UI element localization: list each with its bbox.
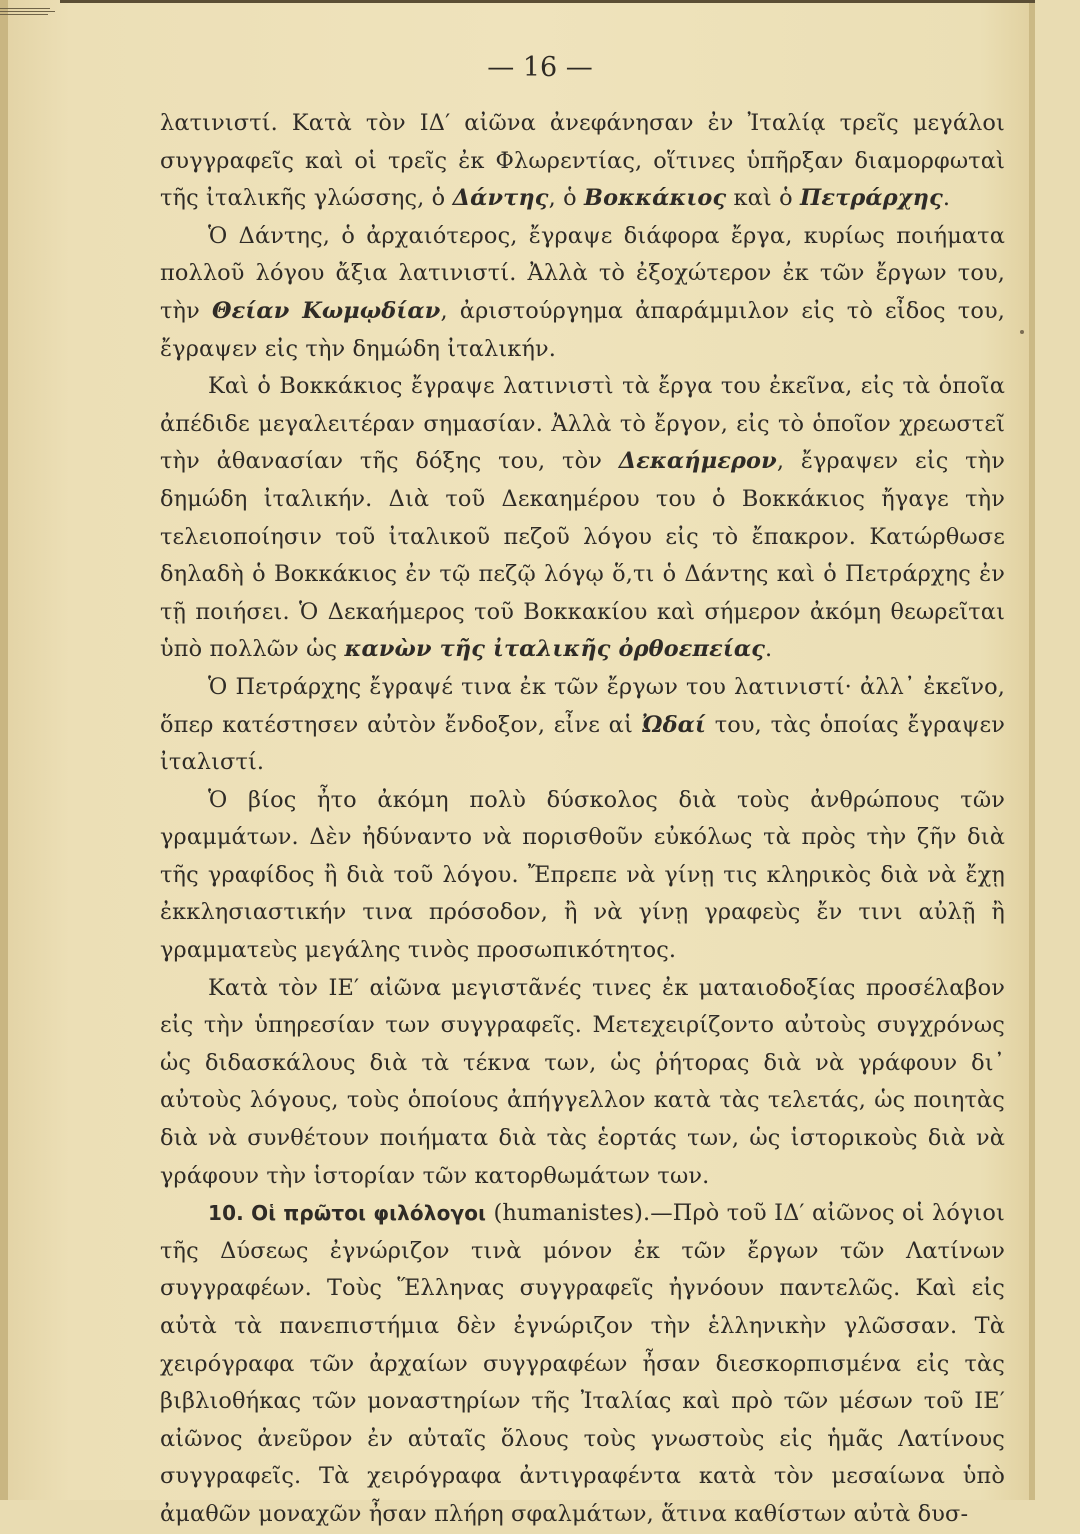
page-left-edge bbox=[0, 0, 8, 1500]
paragraph-6 bbox=[160, 970, 1005, 1196]
emphasized-term: Δάντης bbox=[452, 185, 549, 212]
paragraph-3 bbox=[160, 368, 1005, 669]
body-text bbox=[160, 105, 1005, 1534]
emphasized-term: Θείαν Κωμῳδίαν bbox=[211, 297, 441, 324]
text-run: του, τὰς ὁποίας ἔγραψεν ἰταλιστί. bbox=[160, 711, 1006, 776]
paragraph-2 bbox=[160, 218, 1005, 368]
page-number: — 16 — bbox=[487, 52, 593, 83]
emphasized-term: Πετράρχης bbox=[800, 185, 943, 212]
text-run: Καὶ ὁ Βοκκάκιος ἔγραψε λατινιστὶ τὰ ἔργα του ἐκεῖνα, εἰς τὰ ὁποῖα ἀπέδιδε μεγαλειτέραν σημασίαν. Ἀλλὰ τὸ ἔργον, εἰς τὸ ὁποῖον χρεωστεῖ τὴν ἀθανασίαν τῆς δόξης του, τὸν bbox=[160, 373, 1005, 475]
text-run: , ἀριστούργημα ἀπαράμμιλον εἰς τὸ εἶδος του, ἔγραψεν εἰς τὴν δημώδη ἰταλικήν. bbox=[160, 297, 1005, 362]
text-run: , ἔγραψεν εἰς τὴν δημώδη ἰταλικήν. Διὰ τοῦ Δεκαημέρου του ὁ Βοκκάκιος ἤγαγε τὴν τελειοποίησιν τοῦ ἰταλικοῦ πεζοῦ λόγου εἰς τὸ ἔπακρον. Κατώρθωσε δηλαδὴ ὁ Βοκκάκιος ἐν τῷ πεζῷ λόγῳ ὅ,τι ὁ Δάντης καὶ ὁ Πετράρχης ἐν τῇ ποιήσει. Ὁ Δεκαήμερος τοῦ Βοκκακίου καὶ σήμερον ἀκόμη θεωρεῖται ὑπὸ πολλῶν ὡς bbox=[160, 448, 1005, 663]
emphasized-term: Δεκαήμερον bbox=[618, 448, 777, 475]
text-run: Ὁ Πετράρχης ἔγραψέ τινα ἐκ τῶν ἔργων του λατινιστί· ἀλλ᾽ ἐκεῖνο, ὅπερ κατέστησεν αὐτὸν ἔνδοξον, εἶνε αἱ bbox=[160, 673, 1005, 738]
page-right-edge bbox=[1029, 0, 1035, 1500]
text-run: Κατὰ τὸν ΙΕ′ αἰῶνα μεγιστᾶνές τινες ἐκ ματαιοδοξίας προσέλαβον εἰς τὴν ὑπηρεσίαν των συγγραφεῖς. Μετεχειρίζοντο αὐτοὺς συγχρόνως ὡς διδασκάλους διὰ τὰ τέκνα των, ὡς ῥήτορας διὰ νὰ γράφουν δι᾽ αὐτοὺς λόγους, τοὺς ὁποίους ἀπήγγελλον κατὰ τὰς τελετάς, ὡς ποιητὰς διὰ νὰ συνθέτουν ποιήματα διὰ τὰς ἑορτάς των, ὡς ἱστορικοὺς διὰ νὰ γράφουν τὴν ἱστορίαν τῶν κατορθωμάτων των. bbox=[160, 974, 1005, 1189]
text-run: , ὁ bbox=[548, 185, 585, 212]
ink-speck bbox=[1020, 330, 1024, 334]
emphasized-term: κανὼν τῆς ἰταλικῆς ὀρθοεπείας bbox=[344, 636, 765, 663]
emphasized-term: Βοκκάκιος bbox=[584, 185, 727, 212]
binding-lines bbox=[0, 0, 60, 30]
paragraph-7-section-10 bbox=[160, 1195, 1005, 1533]
emphasized-term: Ὠδαί bbox=[641, 711, 707, 738]
text-run: Ὁ βίος ἦτο ἀκόμη πολὺ δύσκολος διὰ τοὺς ἀνθρώπους τῶν γραμμάτων. Δὲν ἠδύναντο νὰ πορισθοῦν εὐκόλως τὰ πρὸς τὴν ζῆν διὰ τῆς γραφίδος ἢ διὰ τοῦ λόγου. Ἔπρεπε νὰ γίνῃ τις κληρικὸς διὰ νὰ ἔχῃ ἐκκλησιαστικήν τινα πρόσοδον, ἢ νὰ γίνῃ γραφεὺς ἔν τινι αὐλῇ ἢ γραμματεὺς μεγάλης τινὸς προσωπικότητος. bbox=[160, 786, 1005, 964]
paragraph-1 bbox=[160, 105, 1005, 218]
text-run: καὶ ὁ bbox=[726, 185, 801, 212]
paragraph-5 bbox=[160, 782, 1005, 970]
paragraph-4 bbox=[160, 669, 1005, 782]
section-heading: 10. Οἱ πρῶτοι φιλόλογοι bbox=[208, 1201, 487, 1226]
text-run: . bbox=[942, 185, 951, 212]
text-run: Ὁ Δάντης, ὁ ἀρχαιότερος, ἔγραψε διάφορα ἔργα, κυρίως ποιήματα πολλοῦ λόγου ἄξια λατινιστί. Ἀλλὰ τὸ ἐξοχώτερον ἐκ τῶν ἔργων του, τὴν bbox=[160, 222, 1005, 324]
page-top-edge bbox=[60, 0, 1035, 3]
text-run: (humanistes).—Πρὸ τοῦ ΙΔ′ αἰῶνος οἱ λόγιοι τῆς Δύσεως ἐγνώριζον τινὰ μόνον ἐκ τῶν ἔργων τῶν Λατίνων συγγραφέων. Τοὺς Ἕλληνας συγγραφεῖς ἠγνόουν παντελῶς. Καὶ εἰς αὐτὰ τὰ πανεπιστήμια δὲν ἐγνώριζον τὴν ἑλληνικὴν γλῶσσαν. Τὰ χειρόγραφα τῶν ἀρχαίων συγγραφέων ἦσαν διεσκορπισμένα εἰς τὰς βιβλιοθήκας τῶν μοναστηρίων τῆς Ἰταλίας καὶ πρὸ τῶν μέσων τοῦ ΙΕ′ αἰῶνος ἀνεῦρον ἐν αὐταῖς ὅλους τοὺς γνωστοὺς εἰς ἡμᾶς Λατίνους συγγραφεῖς. Τὰ χειρόγραφα ἀντιγραφέντα κατὰ τὸν μεσαίωνα ὑπὸ ἀμαθῶν μοναχῶν ἦσαν πλήρη σφαλμάτων, ἅτινα καθίστων αὐτὰ δυσ- bbox=[160, 1200, 1005, 1527]
text-run: λατινιστί. Κατὰ τὸν ΙΔ′ αἰῶνα ἀνεφάνησαν ἐν Ἰταλίᾳ τρεῖς μεγάλοι συγγραφεῖς καὶ οἱ τρεῖς ἐκ Φλωρεντίας, οἵτινες ὑπῆρξαν διαμορφωταὶ τῆς ἰταλικῆς γλώσσης, ὁ bbox=[160, 110, 1005, 212]
text-run: . bbox=[765, 636, 773, 663]
